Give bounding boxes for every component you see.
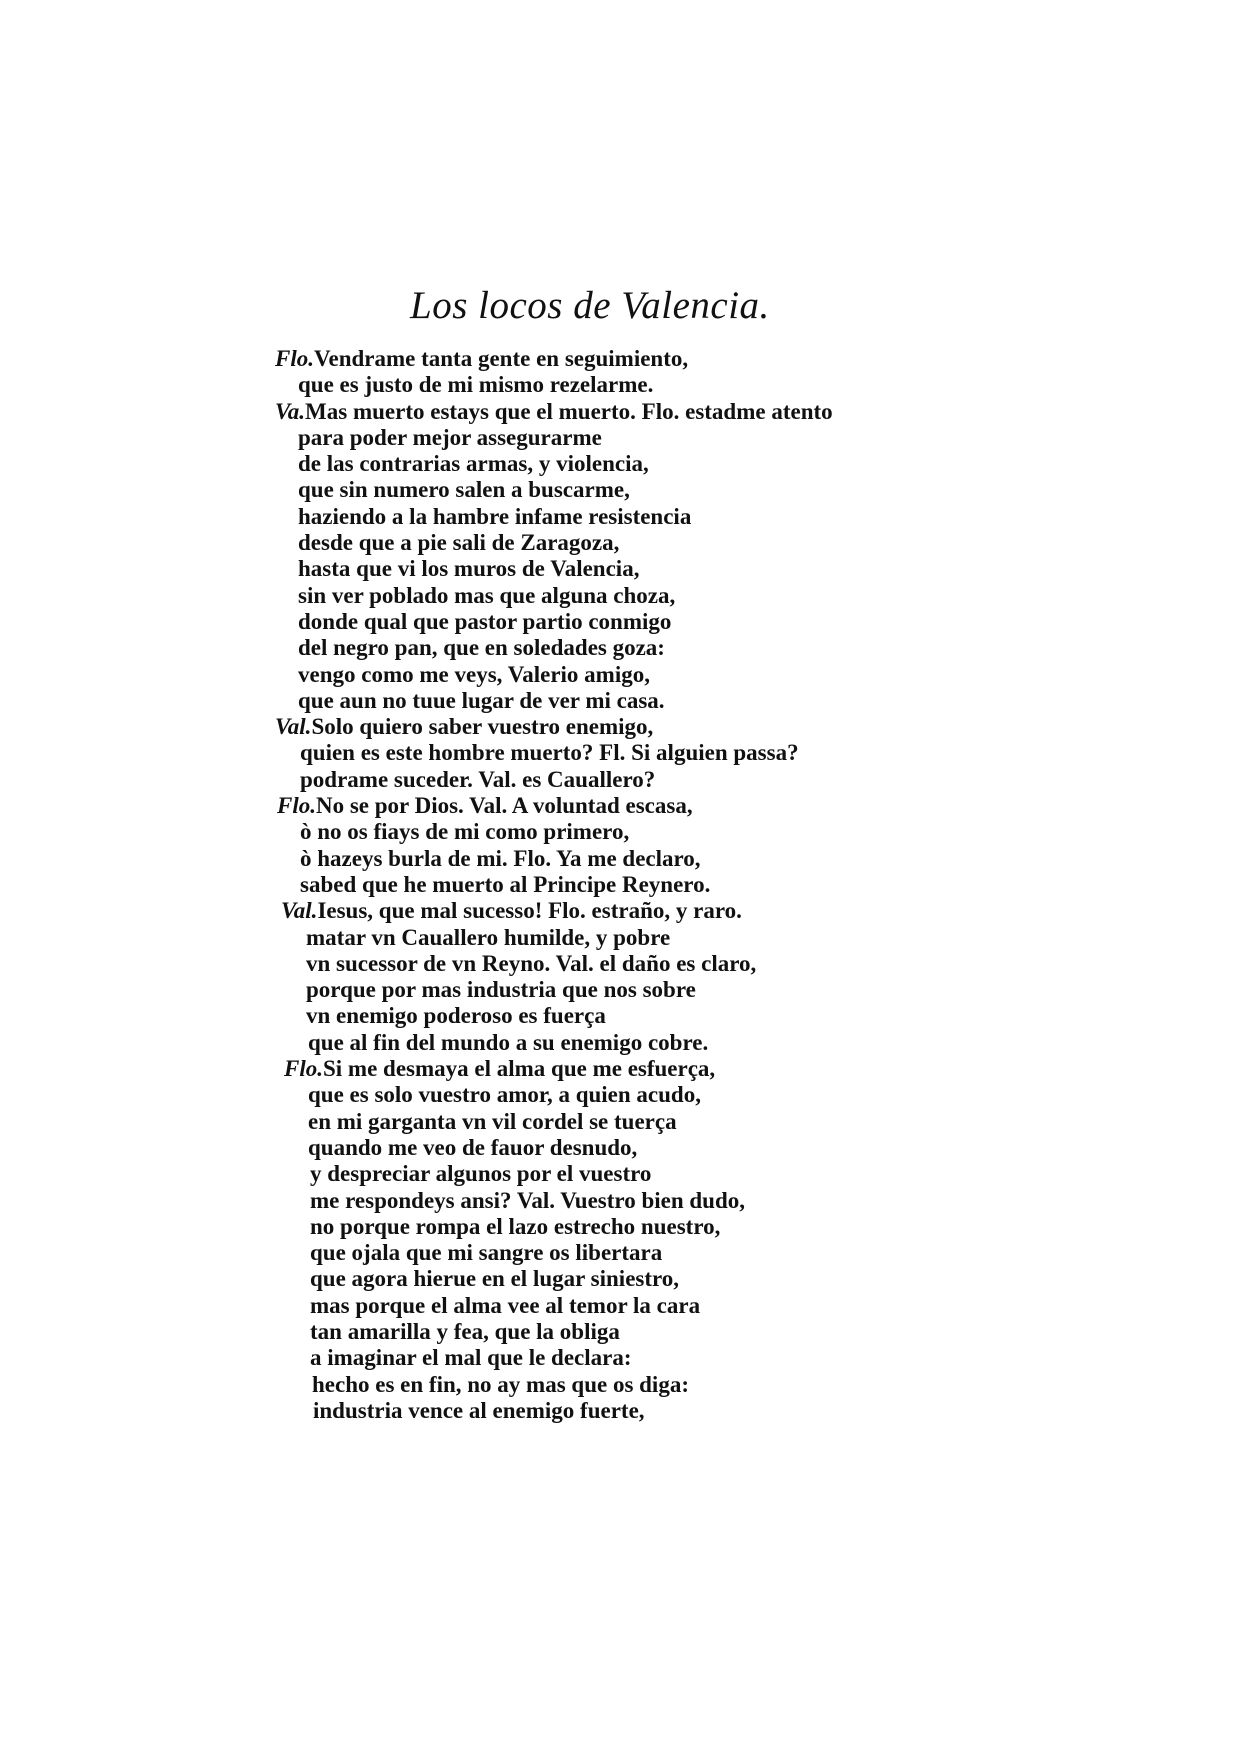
verse-line (0, 1345, 1241, 1371)
verse-text: que es justo de mi mismo rezelarme. (298, 372, 654, 398)
verse-line (0, 1398, 1241, 1424)
verse-line (0, 1082, 1241, 1108)
verse-line (0, 977, 1241, 1003)
verse-text: que agora hierue en el lugar siniestro, (310, 1266, 680, 1292)
verse-text: del negro pan, que en soledades goza: (298, 635, 665, 661)
verse-text: vn enemigo poderoso es fuerça (306, 1003, 606, 1029)
speaker-tag: Flo. (284, 1056, 323, 1082)
verse-text: industria vence al enemigo fuerte, (313, 1397, 645, 1423)
verse-line (0, 1003, 1241, 1029)
verse-line (0, 1056, 1241, 1082)
verse-line (0, 740, 1241, 766)
speaker-tag: Flo. (275, 346, 314, 371)
verse-text: vn sucessor de vn Reyno. Val. el daño es claro, (306, 950, 757, 976)
verse-text: ò no os fiays de mi como primero, (300, 819, 630, 845)
verse-text: vengo como me veys, Valerio amigo, (298, 661, 650, 687)
verse-text: Solo quiero saber vuestro enemigo, (311, 714, 654, 740)
verse-text: ò hazeys burla de mi. Flo. Ya me declaro, (300, 845, 701, 871)
verse-text: hecho es en fin, no ay mas que os diga: (312, 1371, 689, 1397)
verse-line (0, 662, 1241, 688)
verse-text: No se por Dios. Val. A voluntad escasa, (315, 793, 693, 819)
verse-line (0, 1161, 1241, 1187)
verse-line (0, 504, 1241, 530)
verse-text: que aun no tuue lugar de ver mi casa. (298, 687, 665, 713)
running-title: Los locos de Valencia. (410, 284, 770, 327)
verse-line (0, 1135, 1241, 1161)
verse-line (0, 583, 1241, 609)
verse-text: Si me desmaya el alma que me esfuerça, (322, 1056, 716, 1082)
verse-text: desde que a pie sali de Zaragoza, (298, 530, 620, 556)
verse-text: porque por mas industria que nos sobre (306, 977, 696, 1003)
verse-text: quien es este hombre muerto? Fl. Si alguien passa? (300, 740, 799, 766)
verse-line (0, 399, 1241, 425)
verse-line (0, 688, 1241, 714)
verse-line (0, 1030, 1241, 1056)
verse-text: hasta que vi los muros de Valencia, (298, 556, 640, 582)
verse-text: no porque rompa el lazo estrecho nuestro, (310, 1213, 721, 1239)
verse-line (0, 872, 1241, 898)
verse-line (0, 767, 1241, 793)
verse-text: sabed que he muerto al Principe Reynero. (300, 871, 711, 897)
verse-text: Mas muerto estays que el muerto. Flo. estadme atento (305, 398, 833, 424)
speaker-tag: Val. (281, 898, 318, 924)
verse-text: tan amarilla y fea, que la obliga (310, 1318, 620, 1344)
verse-line (0, 1266, 1241, 1292)
verse-text: sin ver poblado mas que alguna choza, (298, 582, 676, 608)
verse-line (0, 925, 1241, 951)
verse-line (0, 372, 1241, 398)
verse-text: matar vn Cauallero humilde, y pobre (306, 924, 671, 950)
speaker-tag: Va. (275, 398, 306, 424)
verse-line (0, 1214, 1241, 1240)
verse-line (0, 819, 1241, 845)
verse-line (0, 898, 1241, 924)
verse-text: que es solo vuestro amor, a quien acudo, (308, 1082, 701, 1108)
verse-line (0, 530, 1241, 556)
verse-line (0, 1188, 1241, 1214)
verse-text: haziendo a la hambre infame resistencia (298, 503, 692, 529)
verse-text: quando me veo de fauor desnudo, (308, 1134, 638, 1160)
verse-line (0, 1319, 1241, 1345)
verse-line (0, 951, 1241, 977)
speaker-tag: Flo. (277, 793, 316, 819)
verse-line (0, 477, 1241, 503)
verse-text: de las contrarias armas, y violencia, (298, 451, 649, 477)
verse-text: que ojala que mi sangre os libertara (310, 1240, 663, 1266)
verse-line (0, 1372, 1241, 1398)
verse-line (0, 1293, 1241, 1319)
verse-line (0, 425, 1241, 451)
verse-line (0, 714, 1241, 740)
verse-line (0, 793, 1241, 819)
verse-text: que al fin del mundo a su enemigo cobre. (308, 1029, 709, 1055)
verse-text: que sin numero salen a buscarme, (298, 477, 630, 503)
verse-line (0, 609, 1241, 635)
verse-line (0, 451, 1241, 477)
verse-text: mas porque el alma vee al temor la cara (310, 1292, 701, 1318)
verse-line (0, 556, 1241, 582)
verse-text: y despreciar algunos por el vuestro (310, 1161, 652, 1187)
verse-text: para poder mejor assegurarme (298, 424, 602, 450)
verse-text: podrame suceder. Val. es Cauallero? (300, 766, 656, 792)
verse-text: Vendrame tanta gente en seguimiento, (313, 346, 689, 371)
verse-text: me respondeys ansi? Val. Vuestro bien dudo, (310, 1187, 746, 1213)
verse-line (0, 846, 1241, 872)
speaker-tag: Val. (275, 714, 312, 740)
verse-block (0, 346, 1241, 1424)
verse-line (0, 1109, 1241, 1135)
verse-line (0, 635, 1241, 661)
verse-text: a imaginar el mal que le declara: (310, 1345, 632, 1371)
verse-line (0, 1240, 1241, 1266)
verse-text: donde qual que pastor partio conmigo (298, 608, 672, 634)
verse-text: en mi garganta vn vil cordel se tuerça (308, 1108, 677, 1134)
verse-line (0, 346, 1241, 372)
verse-text: Iesus, que mal sucesso! Flo. estraño, y raro. (317, 898, 742, 924)
